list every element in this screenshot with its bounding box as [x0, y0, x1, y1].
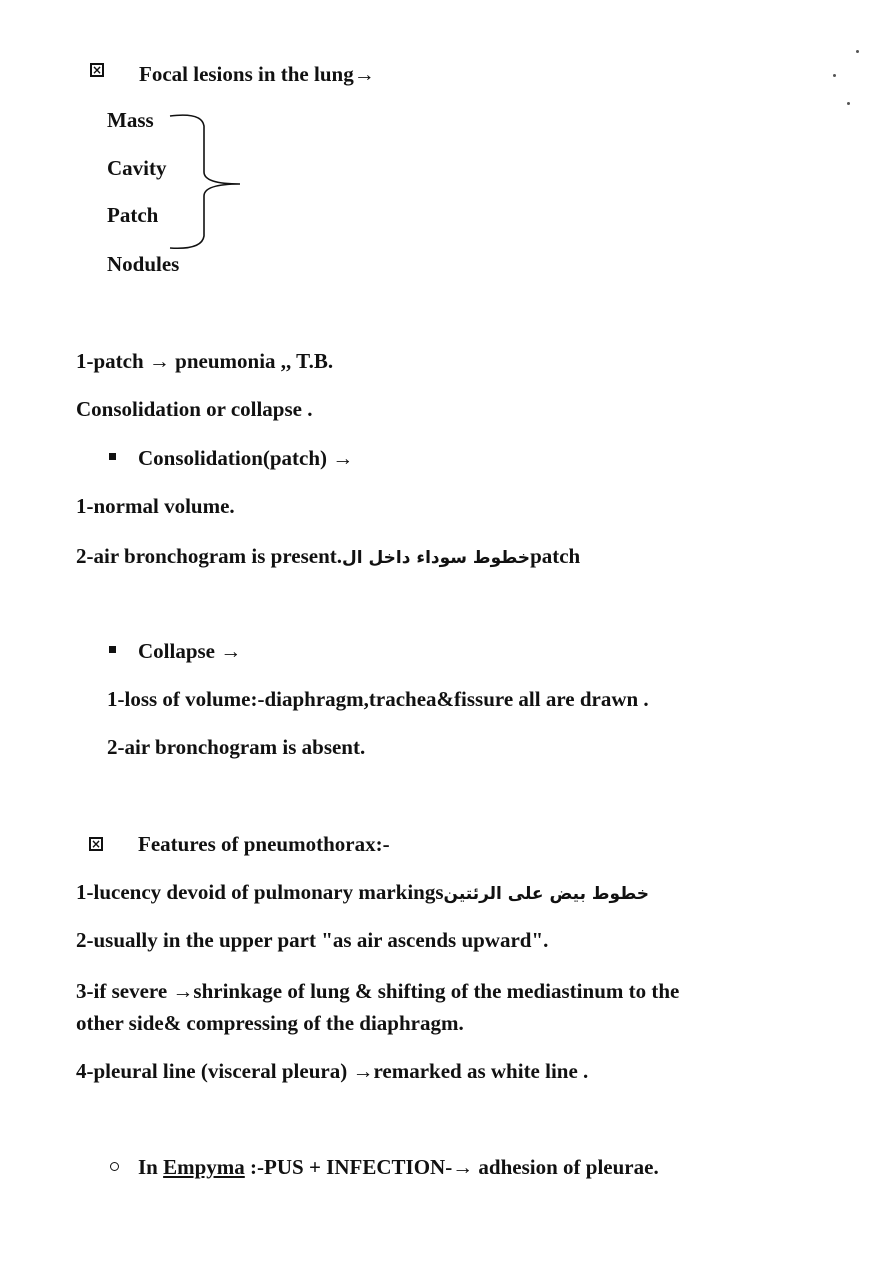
- checkbox-x-icon: ×: [90, 837, 102, 851]
- scan-speck: [856, 50, 859, 53]
- pneumothorax-heading: Features of pneumothorax:-: [138, 832, 390, 856]
- right-brace-icon: [168, 112, 248, 254]
- pneumothorax-point-3b: other side& compressing of the diaphragm.: [76, 1011, 464, 1035]
- focal-item-mass: Mass: [107, 108, 154, 132]
- pneumothorax-point-2: 2-usually in the upper part "as air ascends upward".: [76, 928, 549, 952]
- circle-bullet-icon: [110, 1162, 119, 1171]
- square-bullet-icon: [109, 453, 116, 460]
- focal-item-cavity: Cavity: [107, 156, 167, 180]
- pneumothorax-point-3a: 3-if severe →shrinkage of lung & shifting of the mediastinum to the: [76, 979, 680, 1003]
- consolidation-point-2-tail: patch: [530, 544, 581, 568]
- consolidation-heading: Consolidation(patch) →: [138, 446, 354, 470]
- consolidation-point-2-text: 2-air bronchogram is present.: [76, 544, 342, 568]
- empyema-line: [138, 1155, 659, 1179]
- collapse-point-1: 1-loss of volume:-diaphragm,trachea&fissure all are drawn .: [107, 687, 649, 711]
- focal-heading: Focal lesions in the lung→: [139, 62, 375, 86]
- pneumothorax-point-4: 4-pleural line (visceral pleura) →remarked as white line .: [76, 1059, 589, 1083]
- square-bullet-icon: [109, 646, 116, 653]
- empyema-prefix: In: [138, 1155, 164, 1179]
- collapse-point-2: 2-air bronchogram is absent.: [107, 735, 366, 759]
- consolidation-point-1: 1-normal volume.: [76, 494, 235, 518]
- patch-line-1: 1-patch → pneumonia ,, T.B.: [76, 349, 334, 373]
- patch-line-2: Consolidation or collapse .: [76, 397, 313, 421]
- focal-item-patch: Patch: [107, 203, 159, 227]
- focal-item-nodules: Nodules: [107, 252, 180, 276]
- empyema-term: Empyma: [163, 1155, 245, 1179]
- consolidation-point-2-arabic: خطوط سوداء داخل ال: [342, 548, 531, 568]
- empyema-rest: :-PUS + INFECTION-→ adhesion of pleurae.: [244, 1155, 659, 1179]
- pneumothorax-point-1: [76, 880, 649, 906]
- scan-speck: [833, 74, 836, 77]
- scan-speck: [847, 102, 850, 105]
- pneumothorax-point-1-text: 1-lucency devoid of pulmonary markings: [76, 880, 444, 904]
- consolidation-point-2: [76, 544, 580, 570]
- checkbox-x-icon: ×: [91, 63, 103, 77]
- collapse-heading: Collapse →: [138, 639, 242, 663]
- pneumothorax-point-1-arabic: خطوط بيض على الرئتين: [443, 884, 650, 904]
